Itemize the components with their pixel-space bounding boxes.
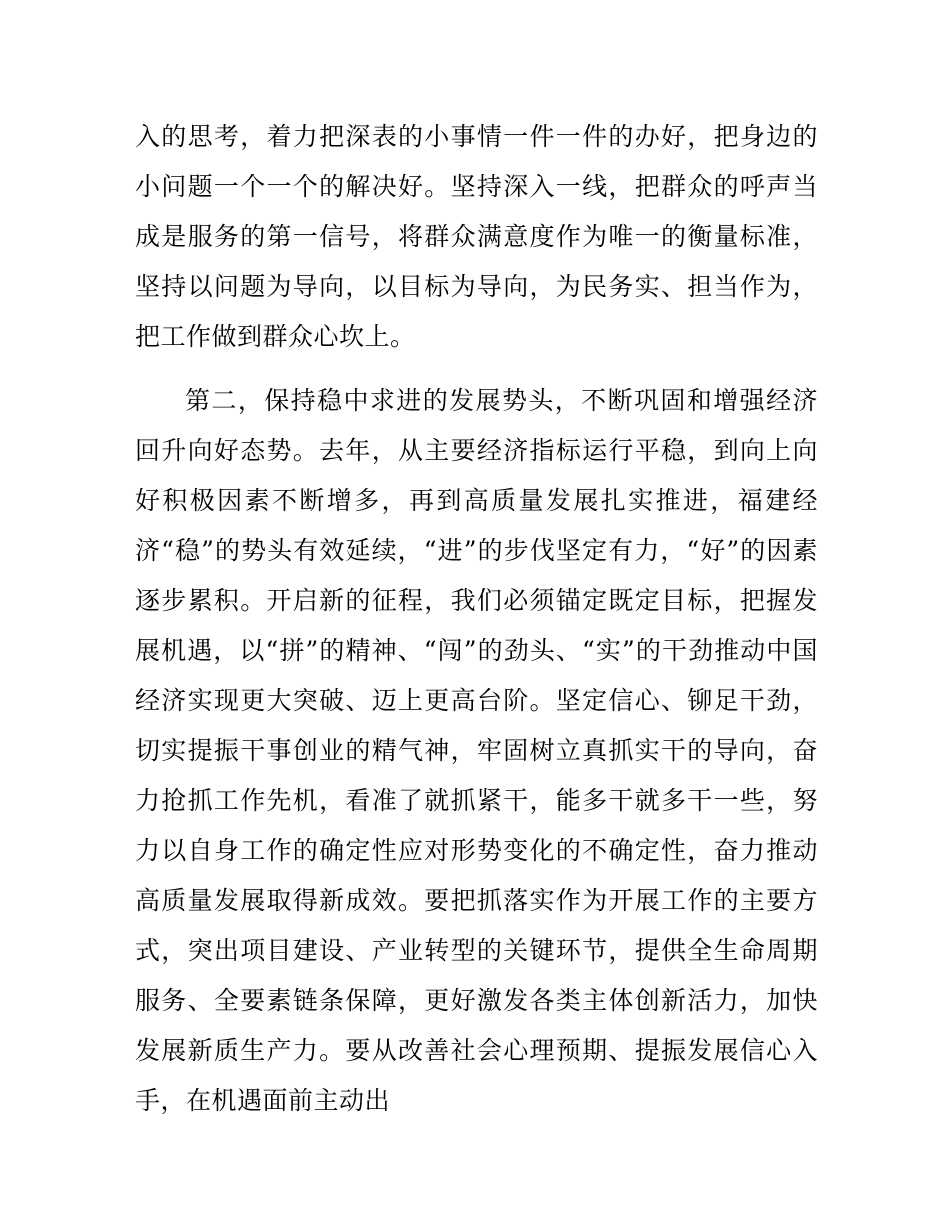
paragraph-second-point: 第二，保持稳中求进的发展势头，不断巩固和增强经济回升向好态势。去年，从主要经济指标运行平稳，到向上向好积极因素不断增多，再到高质量发展扎实推进，福建经济“稳”的势头有效延续，“进”的步伐坚定有力，“好”的因素逐步累积。开启新的征程，我们必须锚定既定目标，把握发展机遇，以“拼”的精神、“闯”的劲头、“实”的干劲推动中国经济实现更大突破、迈上更高台阶。坚定信心、铆足干劲，切实提振干事创业的精气神，牢固树立真抓实干的导向，奋力抢抓工作先机，看准了就抓紧干，能多干就多干一些，努力以自身工作的确定性应对形势变化的不确定性，奋力推动高质量发展取得新成效。要把抓落实作为开展工作的主要方式，突出项目建设、产业转型的关键环节，提供全生命周期服务、全要素链条保障，更好激发各类主体创新活力，加快发展新质生产力。要从改善社会心理预期、提振发展信心入手，在机遇面前主动出 bbox=[135, 386, 818, 1115]
text-body bbox=[135, 112, 818, 1126]
paragraph-continuation: 入的思考，着力把深表的小事情一件一件的办好，把身边的小问题一个一个的解决好。坚持深入一线，把群众的呼声当成是服务的第一信号，将群众满意度作为唯一的衡量标准，坚持以问题为导向，以目标为导向，为民务实、担当作为，把工作做到群众心坎上。 bbox=[135, 122, 818, 351]
